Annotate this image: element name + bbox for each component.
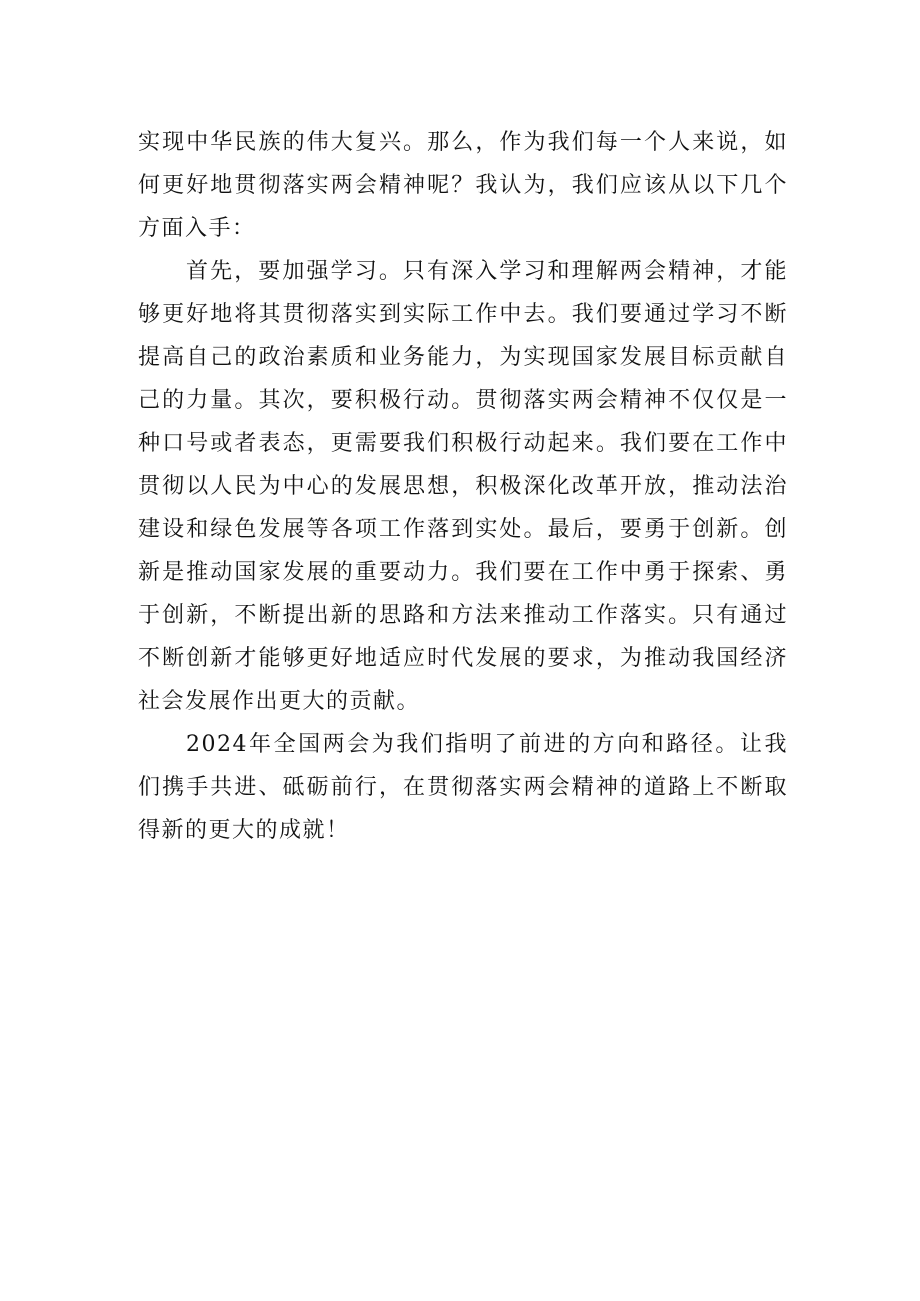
paragraph-conclusion: 2024年全国两会为我们指明了前进的方向和路径。让我们携手共进、砥砺前行，在贯彻落实两会精神的道路上不断取得新的更大的成就！ xyxy=(138,732,788,843)
paragraph-actions: 首先，要加强学习。只有深入学习和理解两会精神，才能够更好地将其贯彻落实到实际工作中去。我们要通过学习不断提高自己的政治素质和业务能力，为实现国家发展目标贡献自己的力量。其次，要积极行动。贯彻落实两会精神不仅仅是一种口号或者表态，更需要我们积极行动起来。我们要在工作中贯彻以人民为中心的发展思想，积极深化改革开放，推动法治建设和绿色发展等各项工作落到实处。最后，要勇于创新。创新是推动国家发展的重要动力。我们要在工作中勇于探索、勇于创新，不断提出新的思路和方法来推动工作落实。只有通过不断创新才能够更好地适应时代发展的要求，为推动我国经济社会发展作出更大的贡献。 xyxy=(138,259,788,714)
paragraph-continuation: 实现中华民族的伟大复兴。那么，作为我们每一个人来说，如何更好地贯彻落实两会精神呢？我认为，我们应该从以下几个方面入手： xyxy=(138,130,788,241)
document-body xyxy=(138,121,788,852)
